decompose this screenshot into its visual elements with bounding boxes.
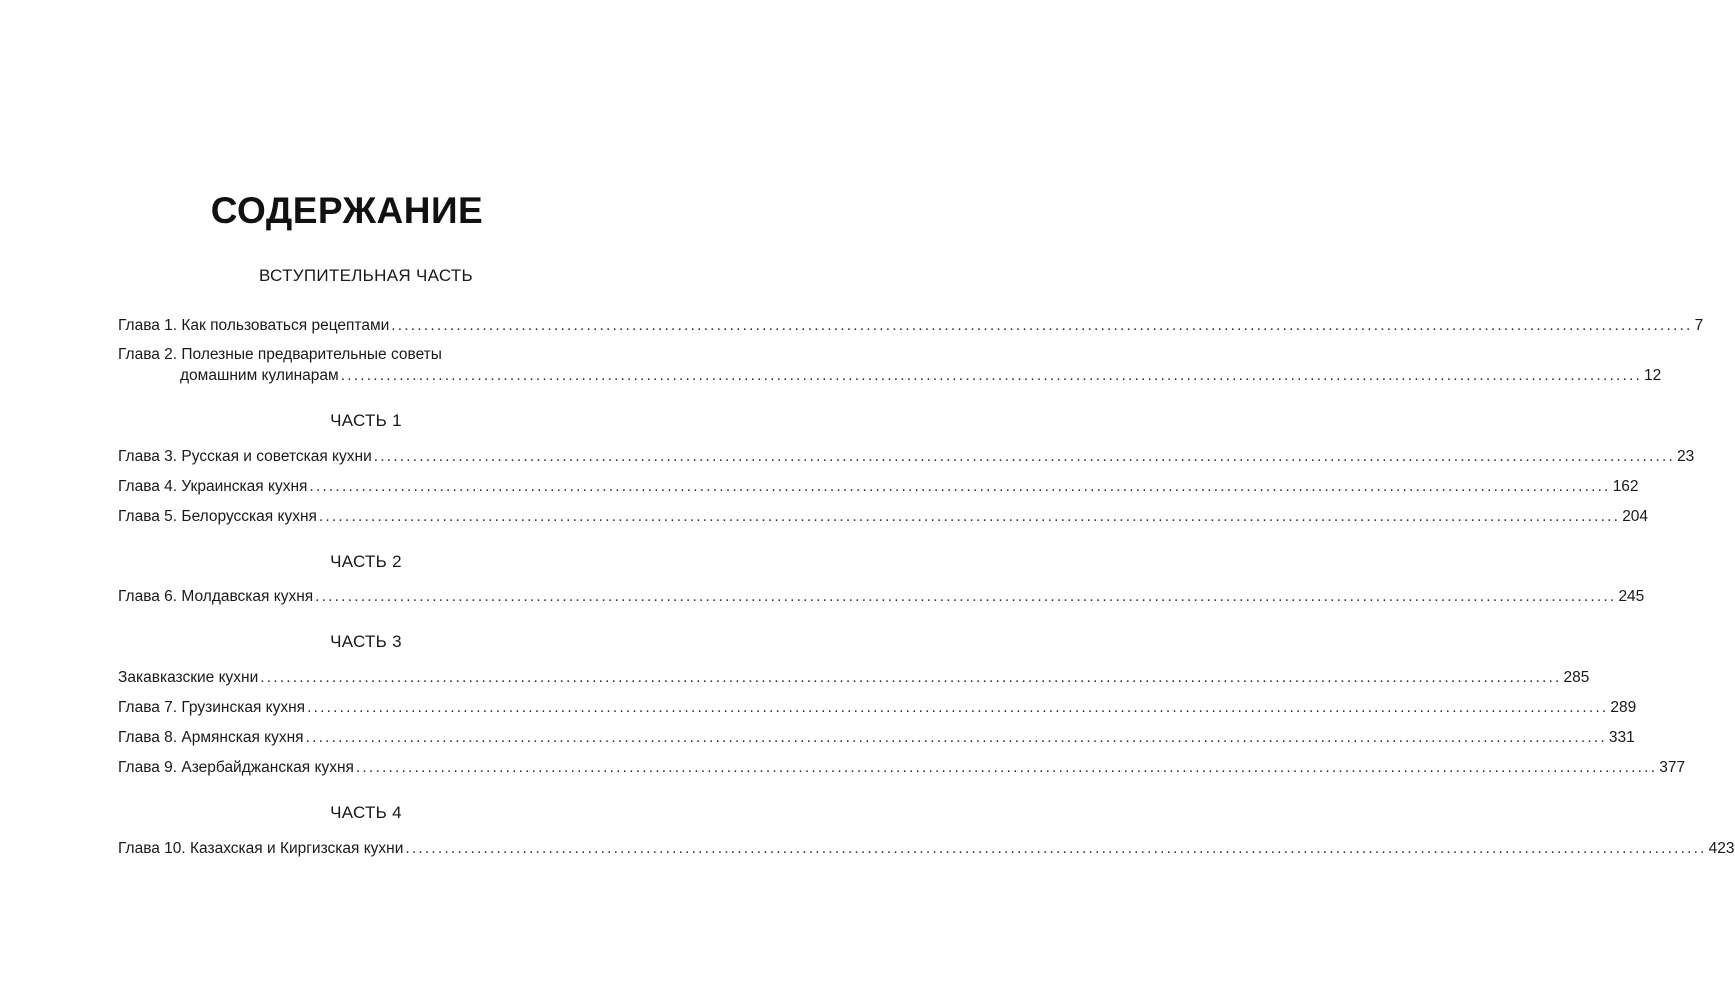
section-heading-part-2: ЧАСТЬ 2 <box>330 552 402 571</box>
entry-page-number: 289 <box>1610 699 1637 716</box>
section-heading-intro: ВСТУПИТЕЛЬНАЯ ЧАСТЬ <box>258 266 473 285</box>
entry-page-number: 7 <box>1694 317 1704 334</box>
dot-leader: ........................................................................................................................................................................................................ <box>405 840 1707 857</box>
entry-title: Глава 7. Грузинская кухня <box>118 699 306 716</box>
entry-title: Глава 8. Армянская кухня <box>118 729 304 746</box>
toc-entry-transcaucasian[interactable] <box>118 667 1590 689</box>
toc-entry-chapter-6[interactable] <box>118 586 1645 608</box>
entry-title: Закавказские кухни <box>118 669 259 686</box>
dot-leader: ........................................................................................................................................................................................................ <box>260 669 1562 686</box>
section-heading-part-4: ЧАСТЬ 4 <box>330 803 402 822</box>
dot-leader: ........................................................................................................................................................................................................ <box>318 508 1621 525</box>
toc-entry-chapter-7[interactable] <box>118 697 1637 719</box>
dot-leader: ........................................................................................................................................................................................................ <box>373 448 1676 465</box>
toc-entry-chapter-3[interactable] <box>118 446 1695 468</box>
toc-entry-chapter-4[interactable] <box>118 476 1639 498</box>
dot-leader: ........................................................................................................................................................................................................ <box>340 367 1642 384</box>
entry-title: Глава 6. Молдавская кухня <box>118 588 314 605</box>
toc-entry-chapter-10[interactable] <box>118 838 1735 860</box>
entry-title: Глава 1. Как пользоваться рецептами <box>118 317 390 334</box>
entry-title: Глава 9. Азербайджанская кухня <box>118 759 354 776</box>
toc-entry-chapter-2-line1[interactable]: Глава 2. Полезные предварительные советы <box>118 346 442 363</box>
dot-leader: ........................................................................................................................................................................................................ <box>391 317 1693 334</box>
entry-title: домашним кулинарам <box>180 367 339 384</box>
page-title: СОДЕРЖАНИЕ <box>210 190 484 231</box>
toc-entry-chapter-2[interactable] <box>180 365 1662 387</box>
entry-title: Глава 3. Русская и советская кухни <box>118 448 372 465</box>
section-heading-part-1: ЧАСТЬ 1 <box>330 411 402 430</box>
entry-page-number: 204 <box>1622 508 1649 525</box>
entry-page-number: 331 <box>1608 729 1635 746</box>
section-heading-part-3: ЧАСТЬ 3 <box>330 632 402 651</box>
toc-entry-chapter-5[interactable] <box>118 506 1649 528</box>
dot-leader: ........................................................................................................................................................................................................ <box>307 699 1609 716</box>
entry-page-number: 285 <box>1563 669 1590 686</box>
entry-page-number: 23 <box>1677 448 1695 465</box>
entry-page-number: 245 <box>1618 588 1645 605</box>
dot-leader: ........................................................................................................................................................................................................ <box>309 478 1611 495</box>
dot-leader: ........................................................................................................................................................................................................ <box>305 729 1607 746</box>
entry-title: Глава 10. Казахская и Киргизская кухни <box>118 840 404 857</box>
entry-page-number: 12 <box>1643 367 1662 384</box>
entry-page-number: 162 <box>1612 478 1639 495</box>
toc-entry-chapter-9[interactable] <box>118 757 1686 779</box>
entry-page-number: 423 <box>1708 840 1735 857</box>
entry-page-number: 377 <box>1659 759 1686 776</box>
dot-leader: ........................................................................................................................................................................................................ <box>315 588 1617 605</box>
dot-leader: ........................................................................................................................................................................................................ <box>355 759 1658 776</box>
toc-entry-chapter-1[interactable] <box>118 315 1704 337</box>
toc-entry-chapter-8[interactable] <box>118 727 1635 749</box>
entry-title: Глава 5. Белорусская кухня <box>118 508 317 525</box>
entry-title: Глава 4. Украинская кухня <box>118 478 308 495</box>
